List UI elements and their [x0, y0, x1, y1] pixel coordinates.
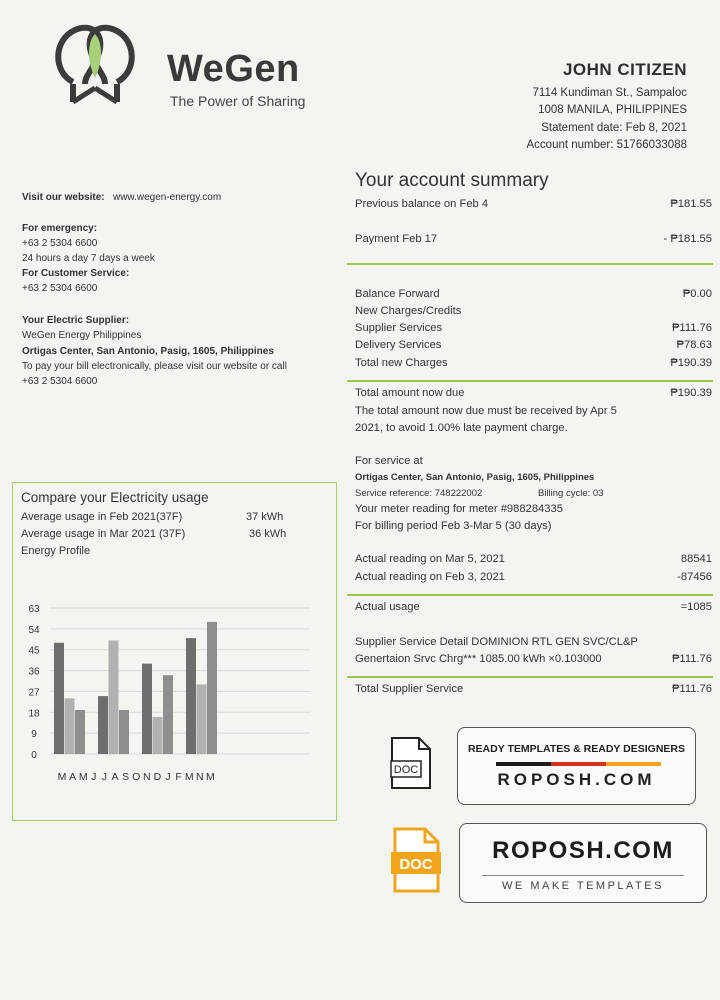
actual-reading-mar-value: 88541: [680, 553, 712, 565]
divider: [347, 263, 713, 265]
supplier-label: Your Electric Supplier:: [22, 315, 130, 326]
x-tick-label: A: [111, 771, 119, 783]
feb-average-label: Average usage in Feb 2021(37F): [21, 511, 183, 523]
total-new-charges-label: Total new Charges: [355, 357, 448, 369]
due-note-1: The total amount now due must be received by Apr 5: [355, 405, 617, 417]
wegen-logo-icon: [45, 22, 145, 110]
customer-address-2: 1008 MANILA, PHILIPPINES: [538, 104, 687, 116]
badge1-brand: ROPOSH.COM: [497, 770, 656, 789]
badge2-rule: [482, 875, 684, 876]
divider: [347, 594, 713, 596]
energy-profile-label: Energy Profile: [21, 545, 91, 557]
total-due-label: Total amount now due: [355, 387, 465, 399]
supplier-services-label: Supplier Services: [355, 322, 443, 334]
billing-period: For billing period Feb 3-Mar 5 (30 days): [355, 520, 552, 532]
usage-chart-title: Compare your Electricity usage: [21, 490, 209, 505]
total-supplier-label: Total Supplier Service: [355, 683, 464, 695]
brand-name: WeGen: [167, 48, 300, 90]
y-tick-label: 27: [28, 687, 40, 699]
x-tick-label: S: [122, 771, 130, 783]
badge1-stripe-black: [496, 762, 551, 766]
usage-bar: [65, 698, 75, 754]
service-at-label: For service at: [355, 455, 423, 467]
x-tick-label: N: [143, 771, 151, 783]
x-tick-label: N: [196, 771, 204, 783]
usage-bar: [207, 622, 217, 754]
supplier-detail-line-1: Supplier Service Detail DOMINION RTL GEN SVC/CL&P: [355, 636, 638, 648]
usage-bar: [142, 664, 152, 754]
roposh-badge-2[interactable]: [459, 823, 707, 903]
pay-note: To pay your bill electronically, please visit our website or call: [22, 361, 287, 372]
mar-average-value: 36 kWh: [249, 528, 287, 540]
x-tick-label: F: [175, 771, 182, 783]
service-address: Ortigas Center, San Antonio, Pasig, 1605, Philippines: [355, 472, 595, 483]
supplier-detail-amount: ₱111.76: [671, 653, 712, 665]
previous-balance-value: ₱181.55: [670, 198, 712, 210]
divider: [347, 676, 713, 678]
pay-phone: +63 2 5304 6600: [22, 376, 98, 387]
y-tick-label: 63: [28, 604, 40, 615]
x-tick-label: J: [91, 771, 97, 783]
actual-reading-mar-label: Actual reading on Mar 5, 2021: [355, 553, 505, 565]
statement-date: Statement date: Feb 8, 2021: [541, 122, 687, 134]
usage-bar: [54, 643, 64, 754]
usage-bar: [186, 638, 196, 754]
billing-cycle: Billing cycle: 03: [538, 488, 604, 499]
y-tick-label: 54: [28, 624, 40, 636]
usage-bar: [153, 717, 163, 754]
doc-icon-label-orange: DOC: [399, 856, 433, 873]
previous-balance-label: Previous balance on Feb 4: [355, 198, 489, 210]
service-reference: Service reference: 748222002: [355, 488, 483, 499]
divider: [347, 380, 713, 382]
badge1-tagline: READY TEMPLATES & READY DESIGNERS: [467, 743, 686, 755]
usage-bar: [75, 710, 85, 754]
website-label: Visit our website:: [22, 192, 105, 203]
x-tick-label: D: [153, 771, 162, 783]
badge2-brand: ROPOSH.COM: [492, 837, 674, 864]
actual-reading-feb-value: -87456: [677, 571, 712, 583]
doc-file-icon-orange: [391, 826, 441, 894]
usage-bar: [197, 684, 207, 754]
account-number: Account number: 51766033088: [526, 139, 687, 151]
balance-forward-label: Balance Forward: [355, 288, 440, 300]
usage-bar: [163, 675, 173, 754]
x-tick-label: M: [206, 771, 215, 783]
meter-reading: Your meter reading for meter #988284335: [355, 503, 563, 515]
total-due-value: ₱190.39: [670, 387, 712, 399]
summary-title: Your account summary: [355, 170, 549, 191]
y-tick-label: 45: [28, 645, 40, 657]
usage-bar: [119, 710, 129, 754]
x-tick-label: M: [57, 771, 67, 783]
badge2-tagline: WE MAKE TEMPLATES: [502, 880, 664, 892]
emergency-phone: +63 2 5304 6600: [22, 238, 98, 249]
x-tick-label: J: [101, 771, 108, 783]
brand-tagline: The Power of Sharing: [170, 93, 306, 109]
supplier-detail-line-2: Genertaion Srvc Chrg*** 1085.00 kWh ×0.103000: [355, 653, 602, 665]
supplier-name: WeGen Energy Philippines: [22, 330, 142, 341]
x-tick-label: M: [184, 771, 194, 783]
website-link[interactable]: www.wegen-energy.com: [112, 192, 222, 203]
payment-label: Payment Feb 17: [355, 233, 438, 245]
y-tick-label: 36: [28, 666, 40, 678]
customer-address-1: 7114 Kundiman St., Sampaloc: [532, 87, 687, 99]
total-supplier-value: ₱111.76: [671, 683, 712, 695]
payment-value: - ₱181.55: [663, 233, 712, 245]
usage-bar: [98, 696, 108, 754]
due-note-2: 2021, to avoid 1.00% late payment charge.: [355, 422, 568, 434]
usage-bar-chart: [18, 592, 318, 792]
doc-icon-label: DOC: [393, 764, 419, 776]
badge1-stripe-red: [551, 762, 606, 766]
new-charges-label: New Charges/Credits: [355, 305, 462, 317]
customer-service-label: For Customer Service:: [22, 268, 130, 279]
supplier-services-value: ₱111.76: [671, 322, 712, 334]
mar-average-label: Average usage in Mar 2021 (37F): [21, 528, 186, 540]
x-tick-label: J: [165, 771, 171, 783]
y-tick-label: 18: [28, 708, 40, 720]
badge1-stripe-orange: [606, 762, 661, 766]
delivery-services-label: Delivery Services: [355, 339, 442, 351]
customer-service-phone: +63 2 5304 6600: [22, 283, 98, 294]
x-tick-label: O: [132, 771, 141, 783]
actual-usage-label: Actual usage: [355, 601, 420, 613]
emergency-hours: 24 hours a day 7 days a week: [22, 253, 155, 264]
doc-file-icon: [389, 735, 433, 791]
supplier-address: Ortigas Center, San Antonio, Pasig, 1605, Philippines: [22, 346, 274, 357]
feb-average-value: 37 kWh: [246, 511, 284, 523]
x-tick-label: A: [69, 771, 77, 783]
total-new-charges-value: ₱190.39: [670, 357, 712, 369]
x-tick-label: M: [78, 771, 88, 783]
customer-name: JOHN CITIZEN: [562, 60, 687, 79]
emergency-label: For emergency:: [22, 223, 98, 234]
actual-usage-value: =1085: [680, 601, 712, 613]
roposh-badge-1[interactable]: [457, 727, 696, 805]
delivery-services-value: ₱78.63: [676, 339, 712, 351]
balance-forward-value: ₱0.00: [682, 288, 712, 300]
actual-reading-feb-label: Actual reading on Feb 3, 2021: [355, 571, 505, 583]
y-tick-label: 9: [31, 729, 37, 741]
usage-bar: [109, 640, 119, 754]
y-tick-label: 0: [31, 750, 37, 761]
